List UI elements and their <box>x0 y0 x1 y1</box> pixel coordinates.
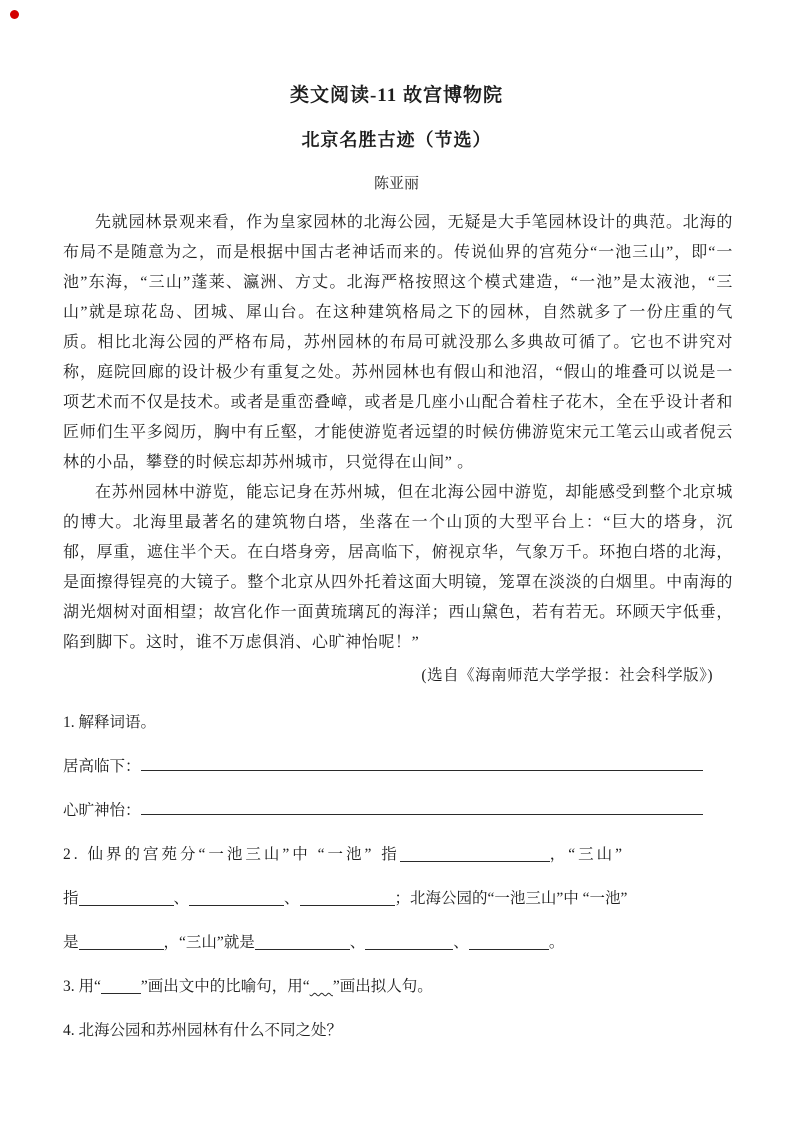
question-3 <box>63 976 733 998</box>
question-2-text-a: 2. 仙界的宫苑分“一池三山”中 “一池” 指 <box>63 846 400 863</box>
source-attribution: (选自《海南师范大学学报：社会科学版》) <box>421 667 713 684</box>
question-1-blank-line-2 <box>63 800 733 822</box>
question-2-text-g: 是 <box>63 934 79 951</box>
answer-blank <box>79 891 174 906</box>
question-2-text-b: ，“三山” <box>549 846 626 863</box>
question-3-text-a: 3. 用“ <box>63 978 101 995</box>
term-label-xinkuangshenyi: 心旷神怡： <box>63 802 141 819</box>
page-subtitle: 北京名胜古迹（节选） <box>301 130 492 150</box>
article-body <box>63 208 733 658</box>
paragraph-2: 在苏州园林中游览，能忘记身在苏州城，但在北海公园中游览，却能感受到整个北京城的博大。北海里最著名的建筑物白塔，坐落在一个山顶的大型平台上：“巨大的塔身，沉郁，厚重，遮住半个天。在白塔身旁，居高临下，俯视京华，气象万千。环抱白塔的北海，是面擦得锃亮的大镜子。整个北京从四外托着这面大明镜，笼罩在淡淡的白烟里。中南海的湖光烟树对面相望；故宫化作一面黄琉璃瓦的海洋；西山黛色，若有若无。环顾天宇低垂，陷到脚下。这时，谁不万虑俱消、心旷神怡呢！” <box>63 484 733 651</box>
answer-blank <box>141 756 703 771</box>
question-2-text-d: 、 <box>173 890 190 907</box>
question-3-text-b: ”画出文中的比喻句，用“ <box>140 978 310 995</box>
red-marker-dot <box>10 10 19 19</box>
question-3-text-c: ”画出拟人句。 <box>332 978 433 995</box>
answer-blank <box>300 891 395 906</box>
question-2-text-j: 、 <box>453 934 469 951</box>
paragraph-1: 先就园林景观来看，作为皇家园林的北海公园，无疑是大手笔园林设计的典范。北海的布局不是随意为之，而是根据中国古老神话而来的。传说仙界的宫苑分“一池三山”，即“一池”东海，“三山”蓬莱、瀛洲、方丈。北海严格按照这个模式建造，“一池”是太液池，“三山”就是琼花岛、团城、犀山台。在这种建筑格局之下的园林，自然就多了一份庄重的气质。相比北海公园的严格布局，苏州园林的布局可就没那么多典故可循了。它也不讲究对称，庭院回廊的设计极少有重复之处。苏州园林也有假山和池沼，“假山的堆叠可以说是一项艺术而不仅是技术。或者是重峦叠嶂，或者是几座小山配合着柱子花木，全在乎设计者和匠师们生平多阅历，胸中有丘壑，才能使游览者远望的时候仿佛游览宋元工笔云山或者倪云林的小品，攀登的时候忘却苏州城市，只觉得在山间” 。 <box>63 214 733 471</box>
answer-blank <box>79 935 164 950</box>
answer-blank <box>400 847 550 862</box>
question-2-text-e: 、 <box>284 890 300 907</box>
answer-blank <box>255 935 350 950</box>
question-1-blank-line-1 <box>63 756 733 778</box>
question-4 <box>63 1020 733 1042</box>
question-4-text: 4. 北海公园和苏州园林有什么不同之处？ <box>63 1022 343 1039</box>
question-2-text-f: ；北海公园的“一池三山”中 “一池” <box>394 890 628 907</box>
answer-blank <box>469 935 549 950</box>
question-2-text-h: ，“三山”就是 <box>163 934 255 951</box>
question-1-text: 1. 解释词语。 <box>63 714 157 731</box>
answer-blank <box>189 891 284 906</box>
answer-blank <box>365 935 453 950</box>
author-name: 陈亚丽 <box>373 176 419 192</box>
wavy-line-blank <box>310 976 333 998</box>
straight-line-blank <box>101 979 141 994</box>
question-2-line-3 <box>63 932 733 954</box>
questions-section <box>63 712 733 1042</box>
term-label-jugaolinxia: 居高临下： <box>63 758 141 775</box>
question-1 <box>63 712 733 734</box>
answer-blank <box>141 800 703 815</box>
question-2-line-2 <box>63 888 733 910</box>
question-2-text-c: 指 <box>63 890 79 907</box>
question-2-text-i: 、 <box>349 934 366 951</box>
question-2-text-k: 。 <box>548 934 565 951</box>
page-title: 类文阅读-11 故宫博物院 <box>289 85 504 106</box>
question-2-line-1 <box>63 844 733 866</box>
